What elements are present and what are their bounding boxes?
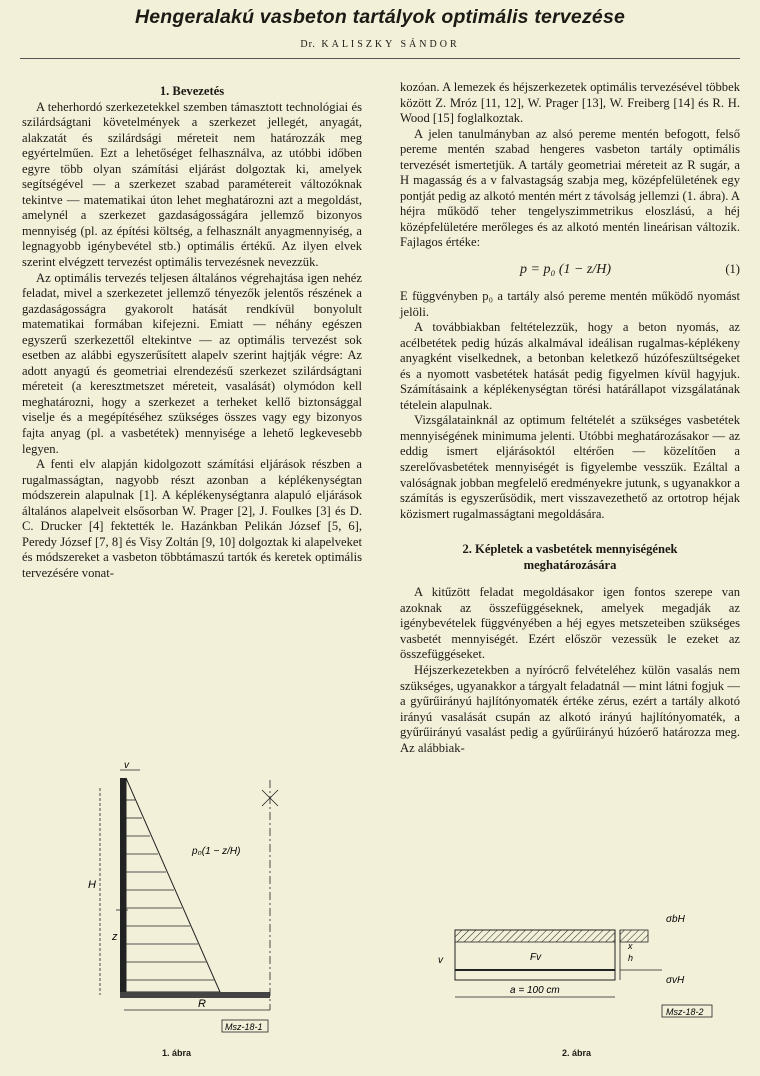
- right-column: [400, 80, 740, 756]
- paragraph: A kitűzött feladat megoldásakor igen fontos szerepe van azoknak az összefüggéseknek, amelyek megadják az igénybevételek függvényében a héj egyes metszeteiben szükséges vasbetét mennyiségét. Ezért először vezessük le ezeket az összefüggéseket.: [400, 585, 740, 662]
- fig1-label-H: H: [88, 879, 96, 891]
- section-2-heading: [400, 542, 740, 573]
- fig2-label-x: x: [628, 941, 633, 951]
- fig2-stamp: Msz-18-2: [666, 1007, 704, 1017]
- article-title: Hengeralakú vasbeton tartályok optimális tervezése: [134, 6, 626, 28]
- figure-2-diagram: [430, 905, 730, 1045]
- paragraph: A továbbiakban feltételezzük, hogy a beton nyomás, az acélbetétek pedig húzás alkalmával ideálisan rugalmas-képlékeny anyagként viselkednek, a betonban keletkező húzófeszültségeket és a nyomott vasbetétek hatását pedig figyelmen kívül hagyjuk. Számításaink a képlékenységtan törési határállapot vizsgálatának tételein alapulnak.: [400, 320, 740, 412]
- paragraph: A fenti elv alapján kidolgozott számítási eljárások részben a rugalmasságtan, nagyobb részt azonban a képlékenységtan módszerein alapulnak [1]. A képlékenységtanra alapuló eljárások általános alapelveit elsősorban W. Prager [2], J. Foulkes [3] és D. C. Drucker [4] fektették le. Hazánkban Pelikán József [5, 6], Peredy József [7, 8] és Visy Zoltán [9, 10] dolgoztak ki alapelveket és módszereket a vasbeton többtámaszú tartók és keretek optimális tervezésére vonat-: [22, 457, 362, 580]
- left-column: [22, 84, 362, 582]
- paragraph: E függvényben p₀ a tartály alsó pereme mentén működő nyomást jelöli.: [400, 289, 740, 319]
- figure-1-diagram: [80, 760, 310, 1050]
- section-2-heading-line2: meghatározására: [523, 557, 617, 572]
- equation-1: [400, 255, 740, 285]
- equation-number: (1): [725, 262, 740, 277]
- equation-formula: p = p₀ (1 − z/H): [520, 262, 612, 278]
- figure-1-caption: 1. ábra: [162, 1048, 192, 1058]
- header-rule: [20, 58, 740, 59]
- fig1-label-R: R: [198, 998, 206, 1010]
- fig2-label-sigma-bot: σvH: [666, 975, 685, 986]
- paragraph: Vizsgálatainknál az optimum feltételét a szükséges vasbetétek mennyiségének minimuma jelenti. Utóbbi meghatározásakor — az eddig ismert eljárásoktól eltérően — közelítően a szerelővasbetétek mennyiségét is figyelembe vesszük. Ezáltal a valóságnak jobban megfelelő eredményekre jutunk, s ugyanakkor a számítás is egyszerűsödik, mert visszavezethető az ortotrop héjak közismert rugalmasságtani megoldására.: [400, 413, 740, 521]
- author-prefix: Dr.: [300, 39, 316, 50]
- author-name: KALISZKY SÁNDOR: [321, 39, 460, 50]
- paragraph: Héjszerkezetekben a nyírócrő felvételéhez külön vasalás nem szükséges, ugyanakkor a tárgyalt feladatnál — mint látni fogjuk — a gyűrűirányú hajlítónyomaték értéke zérus, ezért a tartály alkotó irányú vasalását csupán az alkotó irányú hajlítónyomaték, a gyűrűirányú vasalást pedig a gyűrűirányú húzóerő határozza meg. Az alábbiak-: [400, 662, 740, 755]
- figure-2-caption: 2. ábra: [562, 1048, 592, 1058]
- fig2-label-h: h: [628, 953, 634, 963]
- fig1-label-z: z: [112, 931, 118, 943]
- fig2-label-a: a = 100 cm: [510, 985, 560, 996]
- fig2-label-sigma-top: σbH: [666, 914, 685, 925]
- section-2-heading-line1: 2. Képletek a vasbetétek mennyiségének: [462, 542, 678, 557]
- paragraph: Az optimális tervezés teljesen általános végrehajtása igen nehéz feladat, mivel a szerkezetet jellemző tényezők jelentős részének a gazdaságosságra gyakorolt hatását rendkívül bonyolult matematikai formában kifejezni. Emiatt — néhány egészen egyszerű szerkezettől eltekintve — az optimális tervezést sok esetben az alábbi egyszerűsített alapelv szerint hajtják végre: Az adott anyagú és geometriai elrendezésű szerkezet szilárdságtani méreteit (a keresztmetszet méreteit, vasalását) olymódon kell meghatározni, hogy a szerkezet a terheket kellő biztonsággal viselje és a megépítéséhez szükséges összes vagy egy bizonyos fajta anyag (pl. a vasbetétek) mennyisége a lehető legkevesebb legyen.: [22, 270, 362, 456]
- paragraph: A teherhordó szerkezetekkel szemben támasztott technológiai és szilárdságtani követelmények a szerkezet jellegét, anyagát, alakzatát és szilárdsági méreteit nem határozzák meg egyértelműen. Ezt a lehetőséget felhasználva, az utóbbi időben egyre több olyan számítási eljárást dolgoztak ki, amelyek segítségével — a szerkezet szabad paramétereit változóknak tekintve — matematikai úton lehet meghatározni azt a megoldást, amelynél a szerkezet gazdaságosságára jellemző bizonyos mennyiség (pl. az építési költség, a felhasznált anyagmennyiség, a legnagyobb igénybevétel stb.) optimális értékű. Az ilyen elvek szerint elvégzett tervezést optimális tervezésnek nevezzük.: [22, 99, 362, 270]
- section-1-heading: 1. Bevezetés: [159, 84, 225, 98]
- fig2-label-v: v: [438, 955, 443, 966]
- fig1-stamp: Msz-18-1: [225, 1022, 263, 1032]
- fig1-load-label: p₀(1 − z/H): [192, 846, 241, 857]
- fig1-label-v: v: [124, 760, 129, 771]
- fig2-label-Fv: Fv: [530, 952, 542, 963]
- paragraph: A jelen tanulmányban az alsó pereme mentén befogott, felső pereme mentén szabad hengeres vasbeton tartály optimális tervezését ismertetjük. A tartály geometriai méreteit az R sugár, a H magasság és a v falvastagság szabja meg, középfelületének egy pontját pedig az alkotó mentén mért z távolság jellemzi (1. ábra). A héjra működő teher tengelyszimmetrikus eloszlású, a héj középfelületére merőleges és az alkotó mentén lineárisan változik. Fajlagos értéke:: [400, 126, 740, 250]
- paragraph: kozóan. A lemezek és héjszerkezetek optimális tervezésével többek között Z. Mróz [11, 12], W. Prager [13], W. Freiberg [14] és R. H. Wood [15] foglalkoztak.: [400, 80, 740, 126]
- author-line: [0, 39, 760, 50]
